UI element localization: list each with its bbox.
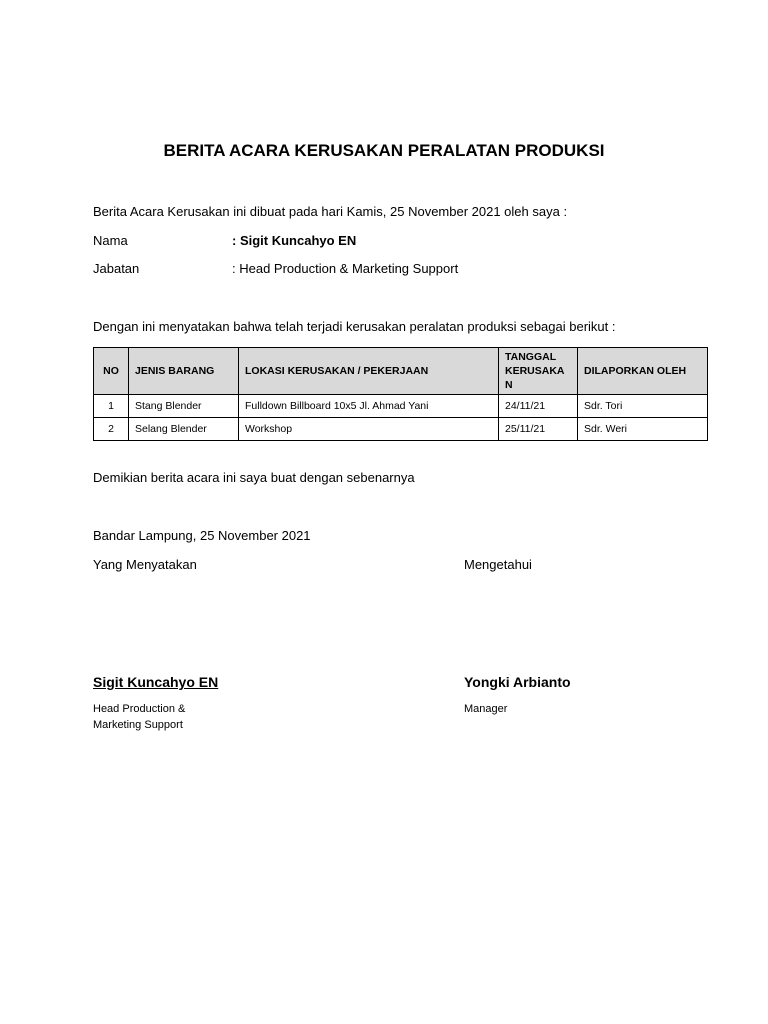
damage-table — [93, 347, 708, 441]
header-location: LOKASI KERUSAKAN / PEKERJAAN — [239, 348, 499, 395]
name-label: Nama — [93, 233, 128, 248]
cell-location: Fulldown Billboard 10x5 Jl. Ahmad Yani — [239, 395, 499, 418]
left-role-line-1: Head Production & — [93, 703, 186, 715]
left-signatory-caption: Yang Menyatakan — [93, 557, 197, 572]
table-row — [94, 395, 708, 418]
cell-item-type: Stang Blender — [129, 395, 239, 418]
cell-item-type: Selang Blender — [129, 418, 239, 441]
cell-reported-by: Sdr. Tori — [578, 395, 708, 418]
header-date: TANGGAL KERUSAKA N — [499, 348, 578, 395]
cell-reported-by: Sdr. Weri — [578, 418, 708, 441]
cell-location: Workshop — [239, 418, 499, 441]
intro-text: Berita Acara Kerusakan ini dibuat pada hari Kamis, 25 November 2021 oleh saya : — [93, 204, 568, 219]
header-no: NO — [94, 348, 129, 395]
header-item-type: JENIS BARANG — [129, 348, 239, 395]
left-signatory-name: Sigit Kuncahyo EN — [93, 674, 219, 690]
table-header-row — [94, 348, 708, 395]
table-row — [94, 418, 708, 441]
document-title: BERITA ACARA KERUSAKAN PERALATAN PRODUKSI — [163, 141, 605, 160]
cell-no: 1 — [94, 395, 129, 418]
statement-text: Dengan ini menyatakan bahwa telah terjadi kerusakan peralatan produksi sebagai berikut : — [93, 319, 616, 334]
name-value: : Sigit Kuncahyo EN — [232, 233, 357, 248]
right-signatory-role: Manager — [464, 703, 508, 715]
right-signatory-name: Yongki Arbianto — [464, 674, 571, 690]
header-reported-by: DILAPORKAN OLEH — [578, 348, 708, 395]
left-signatory-role — [93, 701, 185, 733]
position-value: : Head Production & Marketing Support — [232, 261, 459, 276]
closing-text: Demikian berita acara ini saya buat dengan sebenarnya — [93, 470, 415, 485]
right-signatory-caption: Mengetahui — [464, 557, 532, 572]
left-role-line-2: Marketing Support — [93, 719, 183, 731]
place-date: Bandar Lampung, 25 November 2021 — [93, 528, 311, 543]
cell-no: 2 — [94, 418, 129, 441]
position-label: Jabatan — [93, 261, 140, 276]
cell-date: 25/11/21 — [499, 418, 578, 441]
cell-date: 24/11/21 — [499, 395, 578, 418]
